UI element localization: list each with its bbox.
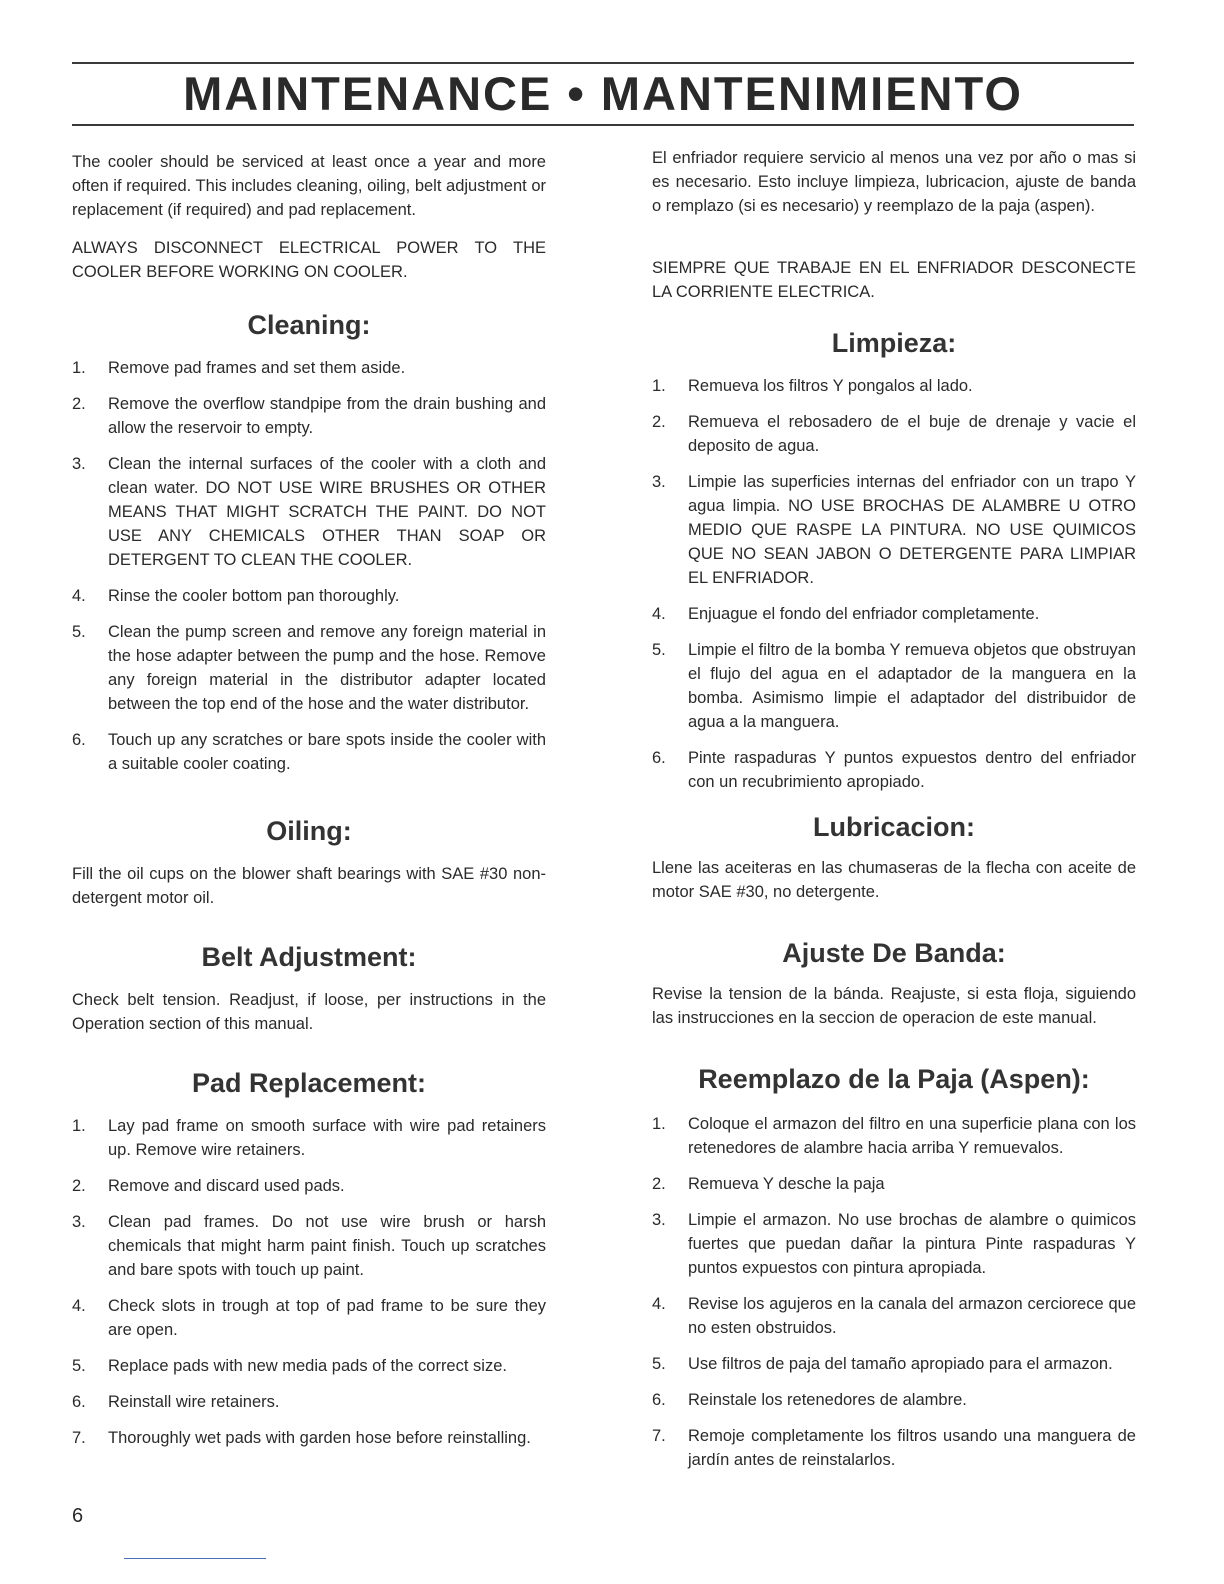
step-text: Limpie el armazon. No use brochas de alambre o quimicos fuertes que puedan dañar la pintura Pinte raspaduras Y puntos expuestos con pintura apropiada. xyxy=(688,1211,1136,1277)
step-number: 1. xyxy=(72,1117,86,1135)
step-number: 1. xyxy=(652,377,666,395)
reemplazo-step xyxy=(652,1352,1136,1376)
english-pad-steps xyxy=(72,1114,546,1450)
step-number: 1. xyxy=(652,1115,666,1133)
limpieza-step xyxy=(652,410,1136,458)
step-text: Limpie el filtro de la bomba Y remueva objetos que obstruyan el flujo del agua en el adaptador de la manguera en la bomba. Asimismo limpie el adaptador del distribuidor de agua a la manguera. xyxy=(688,641,1136,731)
reemplazo-step xyxy=(652,1208,1136,1280)
step-number: 4. xyxy=(652,1295,666,1313)
lubricacion-text: Llene las aceiteras en las chumaseras de la flecha con aceite de motor SAE #30, no detergente. xyxy=(652,859,1136,901)
step-text: Lay pad frame on smooth surface with wire pad retainers up. Remove wire retainers. xyxy=(108,1117,546,1159)
step-text: Remoje completamente los filtros usando una manguera de jardín antes de reinstalarlos. xyxy=(688,1427,1136,1469)
reemplazo-step xyxy=(652,1112,1136,1160)
step-number: 5. xyxy=(72,1357,86,1375)
pad-step xyxy=(72,1426,546,1450)
english-intro-block xyxy=(72,150,546,222)
step-text: Remove and discard used pads. xyxy=(108,1177,345,1195)
limpieza-step xyxy=(652,602,1136,626)
spanish-intro: El enfriador requiere servicio al menos una vez por año o mas si es necesario. Esto incluye limpieza, lubricacion, ajuste de banda o remplazo (si es necesario) y reemplazo de la paja (aspen). xyxy=(652,149,1136,215)
step-text: Coloque el armazon del filtro en una superficie plana con los retenedores de alambre hacia arriba Y remuevalos. xyxy=(688,1115,1136,1157)
step-number: 3. xyxy=(652,473,666,491)
step-number: 3. xyxy=(652,1211,666,1229)
spanish-pad-section xyxy=(652,1062,1136,1096)
pad-step xyxy=(72,1174,546,1198)
cleaning-step xyxy=(72,356,546,380)
step-text: Remove pad frames and set them aside. xyxy=(108,359,406,377)
limpieza-heading: Limpieza: xyxy=(831,328,957,358)
reemplazo-step xyxy=(652,1424,1136,1472)
reemplazo-step xyxy=(652,1292,1136,1340)
reemplazo-heading: Reemplazo de la Paja (Aspen): xyxy=(698,1064,1090,1094)
step-number: 2. xyxy=(652,413,666,431)
step-text: Limpie las superficies internas del enfriador con un trapo Y agua limpia. NO USE BROCHAS DE ALAMBRE U OTRO MEDIO QUE RASPE LA PINTURA. NO USE QUIMICOS QUE NO SEAN JABON O DETERGENTE PARA LIMPIAR EL ENFRIADOR. xyxy=(688,473,1136,587)
step-text: Check slots in trough at top of pad frame to be sure they are open. xyxy=(108,1297,546,1339)
cleaning-step xyxy=(72,584,546,608)
cleaning-step xyxy=(72,620,546,716)
step-number: 2. xyxy=(72,395,86,413)
cleaning-step xyxy=(72,452,546,572)
step-number: 5. xyxy=(72,623,86,641)
pad-step xyxy=(72,1390,546,1414)
oiling-text: Fill the oil cups on the blower shaft bearings with SAE #30 non-detergent motor oil. xyxy=(72,865,546,907)
cleaning-step xyxy=(72,392,546,440)
step-number: 4. xyxy=(72,587,86,605)
spanish-pad-steps xyxy=(652,1112,1136,1472)
step-text: Remove the overflow standpipe from the drain bushing and allow the reservoir to empty. xyxy=(108,395,546,437)
pad-heading: Pad Replacement: xyxy=(191,1068,427,1098)
step-number: 5. xyxy=(652,1355,666,1373)
step-number: 6. xyxy=(652,1391,666,1409)
step-number: 6. xyxy=(72,731,86,749)
step-text: Replace pads with new media pads of the correct size. xyxy=(108,1357,507,1375)
english-pad-section xyxy=(72,1066,546,1100)
spanish-intro-block xyxy=(652,146,1136,218)
step-number: 1. xyxy=(72,359,86,377)
step-number: 7. xyxy=(652,1427,666,1445)
step-text: Reinstale los retenedores de alambre. xyxy=(688,1391,967,1409)
spanish-oiling-body xyxy=(652,856,1136,904)
footer-rule xyxy=(124,1558,266,1559)
oiling-heading: Oiling: xyxy=(266,816,352,846)
limpieza-step xyxy=(652,746,1136,794)
english-oiling-section xyxy=(72,814,546,848)
step-number: 4. xyxy=(652,605,666,623)
page-title: MAINTENANCE • MANTENIMIENTO xyxy=(183,67,1023,120)
step-text: Touch up any scratches or bare spots inside the cooler with a suitable cooler coating. xyxy=(108,731,546,773)
pad-step xyxy=(72,1354,546,1378)
spanish-warning-block xyxy=(652,256,1136,304)
step-text: Clean the pump screen and remove any foreign material in the hose adapter between the pump and the hose. Remove any foreign material in the distributor adapter located between the top end of the hose and the water distributor. xyxy=(108,623,546,713)
pad-step xyxy=(72,1294,546,1342)
step-text: Revise los agujeros en la canala del armazon cerciorece que no esten obstruidos. xyxy=(688,1295,1136,1337)
step-number: 3. xyxy=(72,455,86,473)
step-text: Remueva el rebosadero de el buje de drenaje y vacie el deposito de agua. xyxy=(688,413,1136,455)
cleaning-heading: Cleaning: xyxy=(247,310,371,340)
step-text: Reinstall wire retainers. xyxy=(108,1393,280,1411)
english-belt-section xyxy=(72,940,546,974)
english-cleaning-section xyxy=(72,308,546,342)
ajuste-text: Revise la tension de la bánda. Reajuste, si esta floja, siguiendo las instrucciones en la seccion de operacion de este manual. xyxy=(652,985,1136,1027)
spanish-warning: SIEMPRE QUE TRABAJE EN EL ENFRIADOR DESCONECTE LA CORRIENTE ELECTRICA. xyxy=(652,259,1136,301)
spanish-cleaning-steps xyxy=(652,374,1136,794)
step-text: Enjuague el fondo del enfriador completamente. xyxy=(688,605,1040,623)
english-warning-block xyxy=(72,236,546,284)
reemplazo-step xyxy=(652,1388,1136,1412)
step-text: Remueva Y desche la paja xyxy=(688,1175,885,1193)
step-text: Clean the internal surfaces of the cooler with a cloth and clean water. DO NOT USE WIRE BRUSHES OR OTHER MEANS THAT MIGHT SCRATCH THE PAINT. DO NOT USE ANY CHEMICALS OTHER THAN SOAP OR DETERGENT TO CLEAN THE COOLER. xyxy=(108,455,546,569)
step-text: Thoroughly wet pads with garden hose before reinstalling. xyxy=(108,1429,531,1447)
step-text: Clean pad frames. Do not use wire brush or harsh chemicals that might harm paint finish. Touch up scratches and bare spots with touch up paint. xyxy=(108,1213,546,1279)
spanish-belt-body xyxy=(652,982,1136,1030)
limpieza-step xyxy=(652,374,1136,398)
spanish-oiling-section xyxy=(652,810,1136,844)
english-oiling-body xyxy=(72,862,546,910)
header-rule-bottom xyxy=(72,124,1134,126)
limpieza-step xyxy=(652,470,1136,590)
page-number: 6 xyxy=(72,1505,84,1527)
step-number: 2. xyxy=(652,1175,666,1193)
step-number: 2. xyxy=(72,1177,86,1195)
step-text: Remueva los filtros Y pongalos al lado. xyxy=(688,377,973,395)
step-number: 3. xyxy=(72,1213,86,1231)
belt-heading: Belt Adjustment: xyxy=(201,942,417,972)
step-number: 6. xyxy=(72,1393,86,1411)
english-belt-body xyxy=(72,988,546,1036)
step-number: 5. xyxy=(652,641,666,659)
step-number: 4. xyxy=(72,1297,86,1315)
step-text: Use filtros de paja del tamaño apropiado para el armazon. xyxy=(688,1355,1113,1373)
step-number: 7. xyxy=(72,1429,86,1447)
english-cleaning-steps xyxy=(72,356,546,776)
ajuste-heading: Ajuste De Banda: xyxy=(782,938,1006,968)
lubricacion-heading: Lubricacion: xyxy=(812,812,975,842)
spanish-belt-section xyxy=(652,936,1136,970)
belt-text: Check belt tension. Readjust, if loose, per instructions in the Operation section of this manual. xyxy=(72,991,546,1033)
step-text: Rinse the cooler bottom pan thoroughly. xyxy=(108,587,400,605)
header-rule-top xyxy=(72,62,1134,64)
english-intro: The cooler should be serviced at least once a year and more often if required. This includes cleaning, oiling, belt adjustment or replacement (if required) and pad replacement. xyxy=(72,153,546,219)
pad-step xyxy=(72,1114,546,1162)
limpieza-step xyxy=(652,638,1136,734)
spanish-cleaning-section xyxy=(652,326,1136,360)
reemplazo-step xyxy=(652,1172,1136,1196)
step-text: Pinte raspaduras Y puntos expuestos dentro del enfriador con un recubrimiento apropiado. xyxy=(688,749,1136,791)
step-number: 6. xyxy=(652,749,666,767)
pad-step xyxy=(72,1210,546,1282)
english-warning: ALWAYS DISCONNECT ELECTRICAL POWER TO THE COOLER BEFORE WORKING ON COOLER. xyxy=(72,239,546,281)
cleaning-step xyxy=(72,728,546,776)
